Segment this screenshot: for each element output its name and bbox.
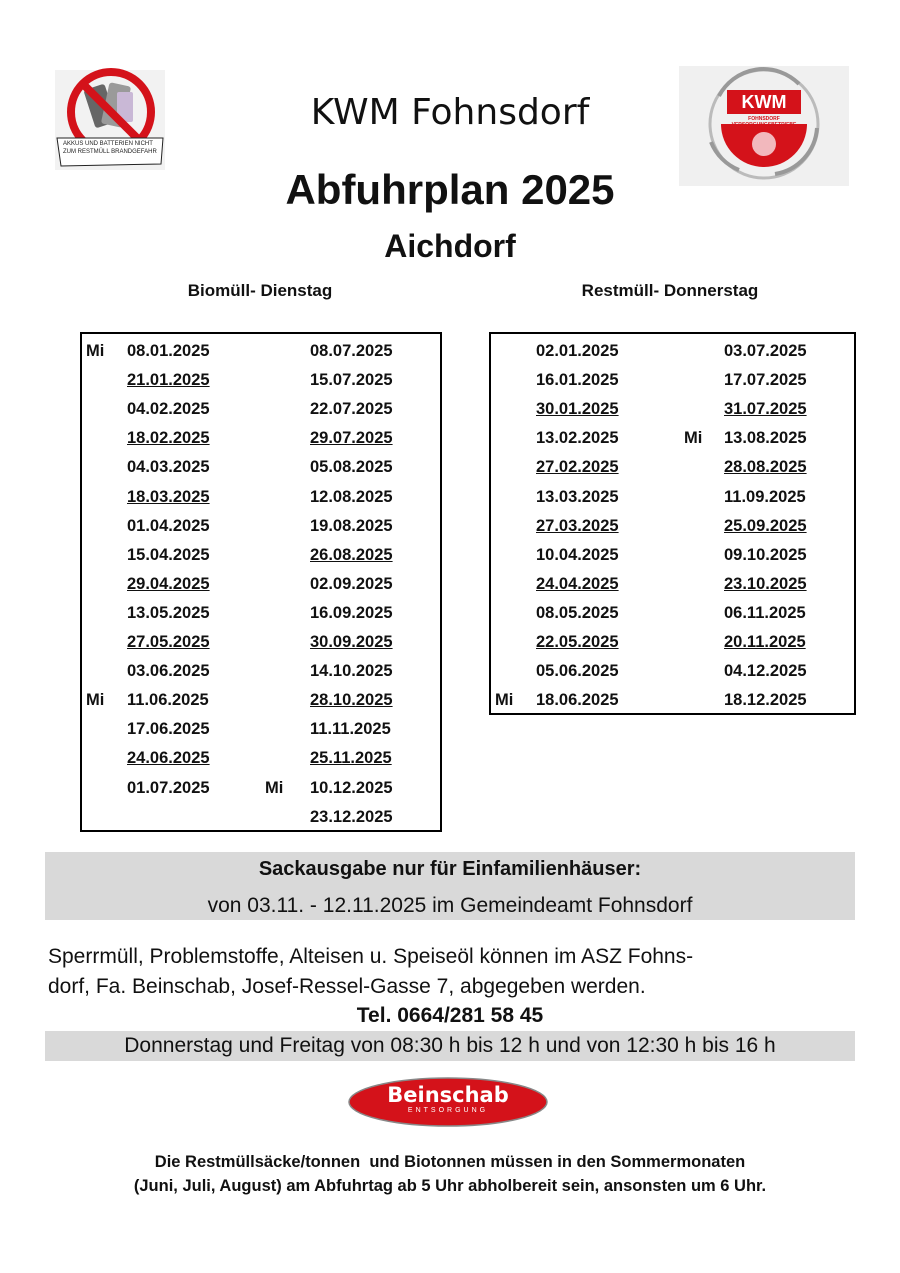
- pickup-date: 16.01.2025: [536, 371, 619, 390]
- schedule-row: [491, 458, 681, 482]
- schedule-row: [82, 342, 262, 366]
- pickup-date: 04.03.2025: [127, 458, 210, 477]
- pickup-date: 30.09.2025: [310, 633, 393, 651]
- pickup-date: 02.01.2025: [536, 342, 619, 360]
- schedule-row: [671, 488, 856, 512]
- pickup-date: 08.01.2025: [127, 342, 210, 360]
- pickup-date: 12.08.2025: [310, 487, 393, 506]
- beinschab-logo: [347, 1076, 549, 1128]
- pickup-date: 13.08.2025: [724, 429, 807, 448]
- pickup-date: 09.10.2025: [724, 545, 807, 564]
- schedule-row: [257, 749, 442, 773]
- schedule-row: [257, 546, 442, 570]
- schedule-row: [82, 371, 262, 395]
- schedule-row: [82, 458, 262, 482]
- pickup-date: 15.07.2025: [310, 371, 393, 390]
- pickup-date: 06.11.2025: [724, 603, 806, 622]
- footer-line-2: (Juni, Juli, August) am Abfuhrtag ab 5 Uhr abholbereit sein, ansonsten um 6 Uhr.: [133, 1177, 767, 1195]
- battery-warning-logo: [47, 68, 172, 173]
- restmuell-col2: [671, 342, 856, 712]
- pickup-date: 25.11.2025: [310, 749, 392, 768]
- pickup-date: 13.03.2025: [536, 487, 619, 506]
- pickup-date: 19.08.2025: [310, 516, 393, 535]
- beinschab-logo-sub: ENTSORGUNG: [407, 1107, 489, 1114]
- pickup-date: 28.08.2025: [724, 458, 807, 477]
- opening-hours: Donnerstag und Freitag von 08:30 h bis 12 h und von 12:30 h bis 16 h: [45, 1031, 855, 1061]
- schedule-row: [82, 604, 262, 628]
- kwm-logo-subtext: FOHNSDORF VERSORGUNGSBETRIEBE GMBH: [731, 116, 797, 134]
- pickup-date: 03.07.2025: [724, 342, 807, 360]
- biomuell-col2: [257, 342, 442, 832]
- pickup-date: 11.06.2025: [127, 691, 209, 710]
- pickup-date: 20.11.2025: [724, 633, 806, 651]
- schedule-row: [671, 429, 856, 453]
- pickup-date: 24.04.2025: [536, 574, 619, 593]
- info-paragraph: [48, 942, 858, 1002]
- sack-text: von 03.11. - 12.11.2025 im Gemeindeamt Fohnsdorf: [45, 886, 855, 920]
- pickup-date: 16.09.2025: [310, 603, 393, 622]
- schedule-row: [82, 517, 262, 541]
- schedule-row: [257, 429, 442, 453]
- schedule-row: [257, 662, 442, 686]
- schedule-row: [82, 691, 262, 715]
- schedule-row: [257, 720, 442, 744]
- schedule-row: [257, 779, 442, 803]
- weekday-note: Mi: [684, 429, 703, 448]
- schedule-row: [257, 575, 442, 599]
- schedule-row: [671, 517, 856, 541]
- schedule-row: [491, 633, 681, 657]
- pickup-date: 23.12.2025: [310, 807, 393, 826]
- schedule-row: [671, 633, 856, 657]
- schedule-row: [257, 342, 442, 366]
- pickup-date: 27.02.2025: [536, 458, 619, 477]
- schedule-row: [257, 517, 442, 541]
- pickup-date: 15.04.2025: [127, 545, 210, 564]
- pickup-date: 18.03.2025: [127, 487, 210, 506]
- schedule-row: [82, 662, 262, 686]
- schedule-row: [257, 371, 442, 395]
- schedule-row: [671, 546, 856, 570]
- schedule-row: [491, 546, 681, 570]
- schedule-row: [257, 488, 442, 512]
- pickup-date: 11.11.2025: [310, 720, 391, 739]
- weekday-note: Mi: [86, 342, 105, 360]
- beinschab-logo-name: Beinschab: [387, 1083, 509, 1107]
- schedule-row: [82, 400, 262, 424]
- pickup-date: 26.08.2025: [310, 545, 393, 564]
- pickup-date: 13.05.2025: [127, 603, 210, 622]
- pickup-date: 04.12.2025: [724, 662, 807, 681]
- schedule-row: [491, 575, 681, 599]
- schedule-row: [257, 691, 442, 715]
- biomuell-schedule: [80, 332, 442, 832]
- pickup-date: 18.06.2025: [536, 691, 619, 710]
- pickup-date: 27.03.2025: [536, 516, 619, 535]
- schedule-row: [82, 429, 262, 453]
- schedule-row: [491, 371, 681, 395]
- pickup-date: 08.07.2025: [310, 342, 393, 360]
- pickup-date: 10.12.2025: [310, 778, 393, 797]
- pickup-date: 05.08.2025: [310, 458, 393, 477]
- schedule-row: [671, 400, 856, 424]
- schedule-row: [82, 546, 262, 570]
- schedule-row: [257, 400, 442, 424]
- weekday-note: Mi: [265, 778, 284, 797]
- pickup-date: 04.02.2025: [127, 400, 210, 419]
- schedule-row: [491, 400, 681, 424]
- biomuell-heading: Biomüll- Dienstag: [187, 281, 333, 300]
- weekday-note: Mi: [86, 691, 105, 710]
- pickup-date: 23.10.2025: [724, 574, 807, 593]
- schedule-row: [491, 342, 681, 366]
- schedule-row: [82, 779, 262, 803]
- schedule-row: [491, 429, 681, 453]
- schedule-row: [257, 604, 442, 628]
- pickup-date: 05.06.2025: [536, 662, 619, 681]
- schedule-row: [257, 633, 442, 657]
- pickup-date: 17.07.2025: [724, 371, 807, 390]
- footer-line-1: Die Restmüllsäcke/tonnen und Biotonnen müssen in den Sommermonaten: [154, 1153, 746, 1171]
- pickup-date: 13.02.2025: [536, 429, 619, 448]
- pickup-date: 02.09.2025: [310, 574, 393, 593]
- schedule-row: [491, 691, 681, 715]
- pickup-date: 11.09.2025: [724, 487, 806, 506]
- schedule-row: [257, 808, 442, 832]
- schedule-row: [82, 633, 262, 657]
- kwm-logo-text: KWM: [741, 92, 787, 112]
- pickup-date: 29.07.2025: [310, 429, 393, 448]
- pickup-date: 21.01.2025: [127, 371, 210, 390]
- restmuell-schedule: [489, 332, 856, 715]
- schedule-row: [491, 604, 681, 628]
- warning-logo-text: AKKUS UND BATTERIEN NICHT ZUM RESTMÜLL BRANDGEFAHR: [63, 141, 157, 155]
- restmuell-col1: [491, 342, 681, 712]
- schedule-row: [82, 488, 262, 512]
- pickup-date: 25.09.2025: [724, 516, 807, 535]
- schedule-row: [491, 488, 681, 512]
- pickup-date: 18.02.2025: [127, 429, 210, 448]
- schedule-row: [491, 662, 681, 686]
- weekday-note: Mi: [495, 691, 514, 710]
- pickup-date: 24.06.2025: [127, 749, 210, 768]
- location-title: Aichdorf: [384, 228, 516, 264]
- schedule-row: [671, 342, 856, 366]
- schedule-row: [671, 458, 856, 482]
- schedule-row: [671, 662, 856, 686]
- pickup-date: 01.07.2025: [127, 778, 210, 797]
- schedule-row: [82, 575, 262, 599]
- pickup-date: 18.12.2025: [724, 691, 807, 710]
- biomuell-col1: [82, 342, 262, 822]
- schedule-row: [491, 517, 681, 541]
- pickup-date: 30.01.2025: [536, 400, 619, 419]
- sack-heading: Sackausgabe nur für Einfamilienhäuser:: [45, 852, 855, 886]
- page-title: Abfuhrplan 2025: [285, 166, 615, 213]
- pickup-date: 31.07.2025: [724, 400, 807, 419]
- pickup-date: 27.05.2025: [127, 633, 210, 651]
- pickup-date: 17.06.2025: [127, 720, 210, 739]
- info-line-1: Sperrmüll, Problemstoffe, Alteisen u. Speiseöl können im ASZ Fohns-: [48, 945, 694, 968]
- schedule-row: [671, 691, 856, 715]
- pickup-date: 29.04.2025: [127, 574, 210, 593]
- schedule-row: [671, 371, 856, 395]
- schedule-row: [257, 458, 442, 482]
- pickup-date: 10.04.2025: [536, 545, 619, 564]
- schedule-row: [671, 604, 856, 628]
- pickup-date: 01.04.2025: [127, 516, 210, 535]
- phone-number: Tel. 0664/281 58 45: [356, 1004, 544, 1027]
- brand-name: KWM Fohnsdorf: [310, 92, 590, 133]
- schedule-row: [82, 749, 262, 773]
- pickup-date: 08.05.2025: [536, 603, 619, 622]
- schedule-row: [82, 720, 262, 744]
- pickup-date: 03.06.2025: [127, 662, 210, 681]
- pickup-date: 28.10.2025: [310, 691, 393, 710]
- pickup-date: 14.10.2025: [310, 662, 393, 681]
- schedule-row: [671, 575, 856, 599]
- restmuell-heading: Restmüll- Donnerstag: [581, 281, 759, 300]
- pickup-date: 22.07.2025: [310, 400, 393, 419]
- pickup-date: 22.05.2025: [536, 633, 619, 651]
- footer-note: [40, 1150, 860, 1198]
- info-line-2: dorf, Fa. Beinschab, Josef-Ressel-Gasse 7, abgegeben werden.: [48, 975, 646, 998]
